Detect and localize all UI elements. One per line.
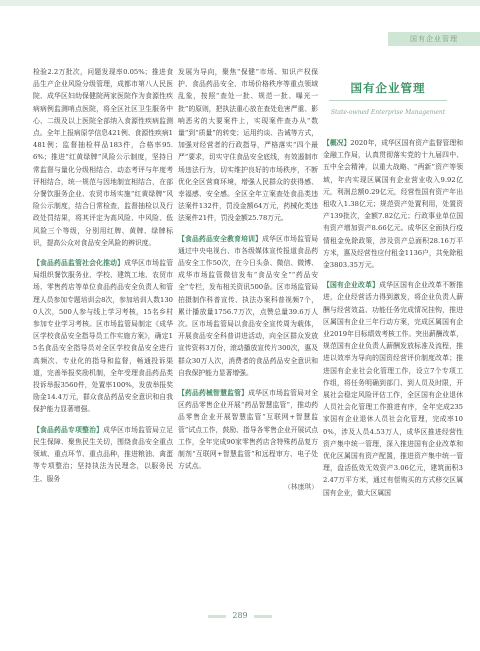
paragraph-body: 成华区市场监管局组织餐饮服务业、学校、建筑工地、农贸市场、零售药店等单位食品药品安全负责人和管理人员参加专题培训会8次，参加培训人数1300人次，500人参与线上学习考核，15名乡村参加专业学习考核。区市场监管局制定《成华区学校食品安全指导员工作实施方案》，确定15名食品安全指导员对全区学校食品安全进行高频次、专业化的指导和监督，畅通投诉渠道，完善举报奖励机制，全年受理食品药品类投诉举报3560件，处置率100%，发放举报奖励金14.4万元，群众食品药品安全意识和自我保护能力显著增强。 <box>33 259 173 414</box>
top-decor-band <box>0 0 480 6</box>
paragraph-body: 成华区市场监管局通过中央电视台、市各级媒体宣传报道食品药品安全工作50次，在今日头条、微信、微博、成华市场监管微信发布“食品安全”“药品安全”专栏，发布相关资讯500条。区市场监管局拍摄制作科普宣传、执法办案科普视频7个，累计播放量1756.7万次，点赞总量39.6万人次。区市场监管局以食品安全宣传周为载体，开展食品安全科普讲进活动，向全区群众发放宣传资料3万份，滚动播放宣传片300次，惠及群众30万人次，消费者的食品药品安全意识和自我保护能力显著增强。 <box>178 234 318 377</box>
paragraph-body: 成华区市场监管局对全区药品零售企业开展“药品智慧监管”，推动药品零售企业开展智慧监管“互联网+智慧监管”试点工作，鼓励、指导各零售企业开展试点工作，全年完成90家零售药店含特殊药品复方制剂“互联网+智慧监管”和远程审方、电子处方试点。 <box>178 389 318 471</box>
section-tag: 国有企业管理 <box>388 32 480 46</box>
section-heading: 【药品药械智慧监管】 <box>178 389 249 398</box>
chapter-heading <box>323 80 453 116</box>
chapter-subtitle: State-owned Enterprise Management <box>330 109 446 116</box>
paragraph: 发展为导向，聚焦“保健”市场、知识产权保护、食品药品安全、市场价格秩序等重点领域乱象，按照“查处一批、规范一批、曝光一批”的原则，把执法重心放在查处危害严重、影响恶劣的大要案件上，实现案件查办从“数量”到“质量”的转变；运用约谈、告诫等方式，加强对经营者的行政指导，严格落实“四个最严”要求，切实守住食品安全底线，有效遏制市场违法行为，切实维护良好的市场秩序，不断优化全区营商环境，增强人民群众的获得感、幸福感、安全感。全区全年立案查处食品类违法案件132件，罚没金额64万元，药械化类违法案件21件，罚没金额25.78万元。 <box>178 68 318 223</box>
paragraph <box>178 387 318 472</box>
paragraph-body: 成华区国有企业改革不断推进，企业经营活力得到激发，将企业负责人薪酬与经营效益、功能任务完成情况挂钩，推进区属国有企业三年行动方案，完成区属国有企业2019年目标绩效考核工作。突出薪酬改革，规范国有企业负责人薪酬发放标准及流程，推进以效率为导向的国资经营评价制度改革；推进国有企业社会化管理工作，设立7个专项工作组，将任务明确到部门、到人员及时限，开展社会稳定风险评估工作，全区国有企业退休人员社会化管理工作推进有序，全年完成235家国有企业退休人员社会化管理，完成率100%，涉及人员4.53万人，成华区推进经营性资产集中统一管理，深入推进国有企业改革和优化区属国有资产配置，推进资产集中统一管理，盘活低效无效资产3.06亿元，建筑面积32.47万平方米，通过有偿购买的方式移交区属国有企业，做大区属国 <box>323 281 463 497</box>
page-number-text: 289 <box>232 611 248 620</box>
paragraph <box>178 233 318 379</box>
section-heading: 【食品药品安全教育培训】 <box>178 234 263 243</box>
text-column-3 <box>323 137 463 597</box>
paragraph <box>33 424 173 485</box>
section-heading: 【食品药品监管社会化推动】 <box>33 259 125 268</box>
paragraph <box>33 257 173 416</box>
page-number-decor-right <box>254 615 272 618</box>
page-number-decor-left <box>208 615 226 618</box>
section-heading: 【概况】 <box>323 139 351 147</box>
page-number <box>0 611 480 620</box>
chapter-divider <box>329 100 447 101</box>
paragraph-body: 成华区市场监管局立足民生保障、聚焦民生关切，围绕食品安全重点领域、重点环节、重点品种，推进粮油、禽蛋等专项整治；坚持执法为民理念，以服务民生、服务 <box>33 425 173 483</box>
chapter-title: 国有企业管理 <box>350 81 426 95</box>
text-column-1 <box>33 66 173 586</box>
paragraph <box>323 137 463 271</box>
paragraph <box>323 279 463 499</box>
section-heading: 【国有企业改革】 <box>323 281 380 290</box>
section-heading: 【食品药品专项整治】 <box>33 425 104 434</box>
text-column-2 <box>178 66 318 586</box>
paragraph: 检验2.2万批次，问题发现率0.05%；推进食品生产企业风险分级管理，成都市第八人民医院、成华区妇幼保健院两家医院作为食源性疾病病例监测哨点医院，将全区社区卫生服务中心、二级及以上医院全部纳入食源性疾病监测点。全年上报病原学信息421例、食源性疾病1481例；监督抽检样品183件，合格率95.6%；推进“红黄绿牌”风险公示制度，坚持日常监督与量化分级相结合、动态考评与年度考评相结合，统一规范与因地制宜相结合，在部分餐饮服务企业、农贸市场实施“红黄绿牌”风险公示制度，结合日常检查，监督抽检以及行政处罚结果，将其评定为高风险、中风险、低风险三个等级，分别用红牌、黄牌、绿牌标识，提高公众对食品安全风险的辨识度。 <box>33 68 173 247</box>
paragraph-body: 2020年，成华区国有资产监督管理和金融工作局，认真贯彻落实党的十九届四中、五中全会精神，以重大战略、“两新”资产等领域，年内实现区属国有企业营业收入9.92亿元，利润总额0.29亿元，经营性国有资产年出租收入1.38亿元；规范资产处置利用，处置资产139批次，金额7.82亿元；行政事业单位国有资产增加资产8.66亿元。成华区全面执行疫情租金免除政策，涉及资产总面积28.16万平方米，惠及经营性应付租金1136户，共免除租金3803.35万元。 <box>323 139 463 270</box>
author-credit: （林康琪） <box>284 482 318 491</box>
